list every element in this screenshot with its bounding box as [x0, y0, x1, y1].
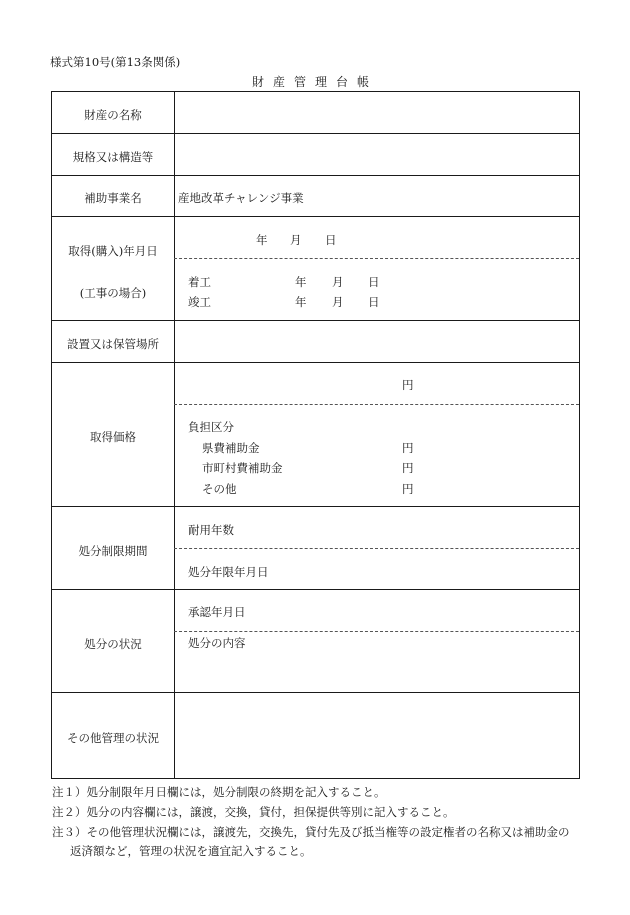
start-day-unit: 日	[368, 275, 380, 289]
burden-category-label: 負担区分	[188, 420, 234, 434]
row-divider	[52, 216, 579, 217]
acquired-day-unit: 日	[325, 233, 337, 247]
row-divider	[52, 589, 579, 590]
label-other-management: その他管理の状況	[67, 731, 159, 745]
form-number: 様式第10号(第13条関係)	[50, 55, 181, 69]
column-divider	[174, 92, 175, 778]
sub-divider	[174, 404, 579, 405]
acquired-month-unit: 月	[290, 233, 302, 247]
construction-start-label: 着工	[188, 275, 211, 289]
total-price-unit: 円	[402, 378, 414, 392]
row-divider	[52, 175, 579, 176]
label-disposal-status: 処分の状況	[84, 637, 142, 651]
label-property-name: 財産の名称	[84, 108, 142, 122]
row-divider	[52, 692, 579, 693]
acquired-year-unit: 年	[256, 233, 268, 247]
useful-life-label: 耐用年数	[188, 523, 234, 537]
label-construction-case: (工事の場合)	[79, 286, 147, 300]
label-location: 設置又は保管場所	[67, 337, 159, 351]
row-divider	[52, 133, 579, 134]
sub-divider	[174, 258, 579, 259]
burden-item-unit: 円	[402, 441, 414, 455]
approval-date-label: 承認年月日	[188, 605, 246, 619]
end-year-unit: 年	[295, 295, 307, 309]
end-day-unit: 日	[368, 295, 380, 309]
note-2: 注２）処分の内容欄には，譲渡，交換，貸付，担保提供等別に記入すること。	[52, 805, 455, 819]
start-year-unit: 年	[295, 275, 307, 289]
property-ledger-table	[51, 91, 580, 779]
burden-item-municipal: 市町村費補助金	[202, 461, 283, 475]
label-project: 補助事業名	[84, 191, 142, 205]
sub-divider	[174, 631, 579, 632]
label-spec: 規格又は構造等	[72, 150, 154, 164]
construction-end-label: 竣工	[188, 295, 211, 309]
burden-item-unit: 円	[402, 461, 414, 475]
label-acquisition-price: 取得価格	[90, 430, 136, 444]
disposal-content-label: 処分の内容	[188, 636, 246, 650]
label-acquired-date: 取得(購入)年月日	[68, 244, 158, 258]
start-month-unit: 月	[332, 275, 344, 289]
row-divider	[52, 320, 579, 321]
row-divider	[52, 362, 579, 363]
end-month-unit: 月	[332, 295, 344, 309]
disposal-limit-date-label: 処分年限年月日	[188, 565, 269, 579]
note-3: 注３）その他管理状況欄には，譲渡先，交換先，貸付先及び抵当権等の設定権者の名称又は補助金の	[52, 825, 570, 839]
label-disposal-restriction: 処分制限期間	[78, 544, 148, 558]
burden-item-other: その他	[202, 482, 237, 496]
project-name-value: 産地改革チャレンジ事業	[178, 191, 304, 205]
row-divider	[52, 506, 579, 507]
page-title: 財産管理台帳	[251, 75, 378, 89]
note-1: 注１）処分制限年月日欄には，処分制限の終期を記入すること。	[52, 785, 386, 799]
note-3-continued: 返済額など，管理の状況を適宜記入すること。	[70, 844, 312, 858]
sub-divider	[174, 548, 579, 549]
burden-item-prefecture: 県費補助金	[202, 441, 260, 455]
burden-item-unit: 円	[402, 482, 414, 496]
